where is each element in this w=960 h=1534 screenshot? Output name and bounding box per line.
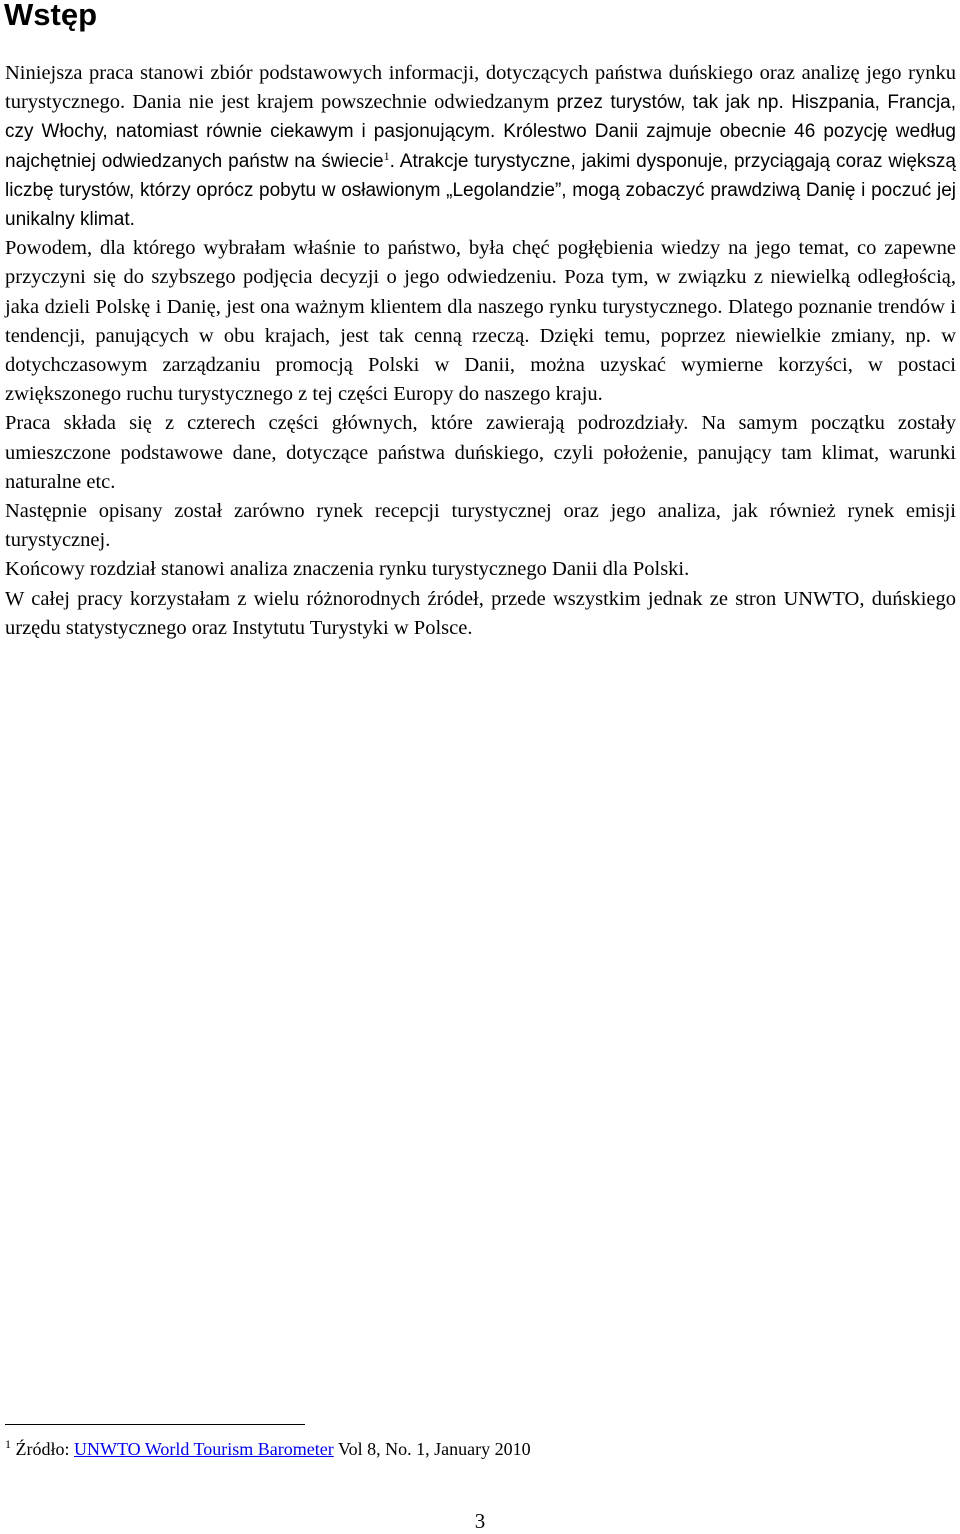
footnote-prefix: Źródło: xyxy=(11,1439,74,1459)
footnote xyxy=(5,1436,531,1462)
paragraph-intro xyxy=(5,59,956,234)
footnote-source-link[interactable]: UNWTO World Tourism Barometer xyxy=(74,1439,334,1459)
paragraph-markets: Następnie opisany został zarówno rynek recepcji turystycznej oraz jego analiza, jak również rynek emisji turystycznej. xyxy=(5,500,956,552)
footnote-reference[interactable]: 1 xyxy=(383,148,390,163)
paragraph-intro-part-2: przez turystów, tak jak np. Hiszpania, Francja, czy Włochy, natomiast równie ciekawym i pasjonującym. Królestwo Danii zajmuje obecnie 46 pozycję według najchętniej odwiedzanych państw na świecie xyxy=(5,92,957,172)
document-body xyxy=(5,59,956,643)
paragraph-structure: Praca składa się z czterech części głównych, które zawierają podrozdziały. Na samym początku zostały umieszczone podstawowe dane, dotyczące państwa duńskiego, czyli położenie, panujący tam klimat, warunki naturalne etc. xyxy=(5,412,956,493)
paragraph-intro-part-1: Niniejsza praca stanowi zbiór podstawowych informacji, dotyczących państwa duńskiego oraz analizę jego rynku turystycznego. Dania nie jest krajem powszechnie odwiedzanym xyxy=(5,62,956,114)
footnote-suffix: Vol 8, No. 1, January 2010 xyxy=(333,1439,531,1459)
paragraph-final-chapter: Końcowy rozdział stanowi analiza znaczenia rynku turystycznego Danii dla Polski. xyxy=(5,558,690,581)
paragraph-intro-part-3: . Atrakcje turystyczne, jakimi dysponuje, przyciągają coraz większą liczbę turystów, którzy oprócz pobytu w osławionym „Legolandzie”, mogą zobaczyć prawdziwą Danię i poczuć jej unikalny klimat. xyxy=(5,150,956,231)
paragraph-motivation: Powodem, dla którego wybrałam właśnie to państwo, była chęć pogłębienia wiedzy na jego temat, co zapewne przyczyni się do szybszego podjęcia decyzji o jego odwiedzeniu. Poza tym, w związku z niewielką odległością, jaka dzieli Polskę i Danię, jest ona ważnym klientem dla naszego rynku turystycznego. Dlatego poznanie trendów i tendencji, panujących w obu krajach, jest tak cenną rzeczą. Dzięki temu, poprzez niewielkie zmiany, np. w dotychczasowym zarządzaniu promocją Polski w Danii, można uzyskać wymierne korzyści, w postaci zwiększonego ruchu turystycznego z tej części Europy do naszego kraju. xyxy=(5,237,956,406)
page-title: Wstęp xyxy=(4,0,97,32)
page-number: 3 xyxy=(474,1509,486,1533)
footnote-separator xyxy=(5,1424,305,1425)
paragraph-sources: W całej pracy korzystałam z wielu różnorodnych źródeł, przede wszystkim jednak ze stron UNWTO, duńskiego urzędu statystycznego oraz Instytutu Turystyki w Polsce. xyxy=(5,587,956,639)
footnote-number: 1 xyxy=(5,1437,11,1451)
